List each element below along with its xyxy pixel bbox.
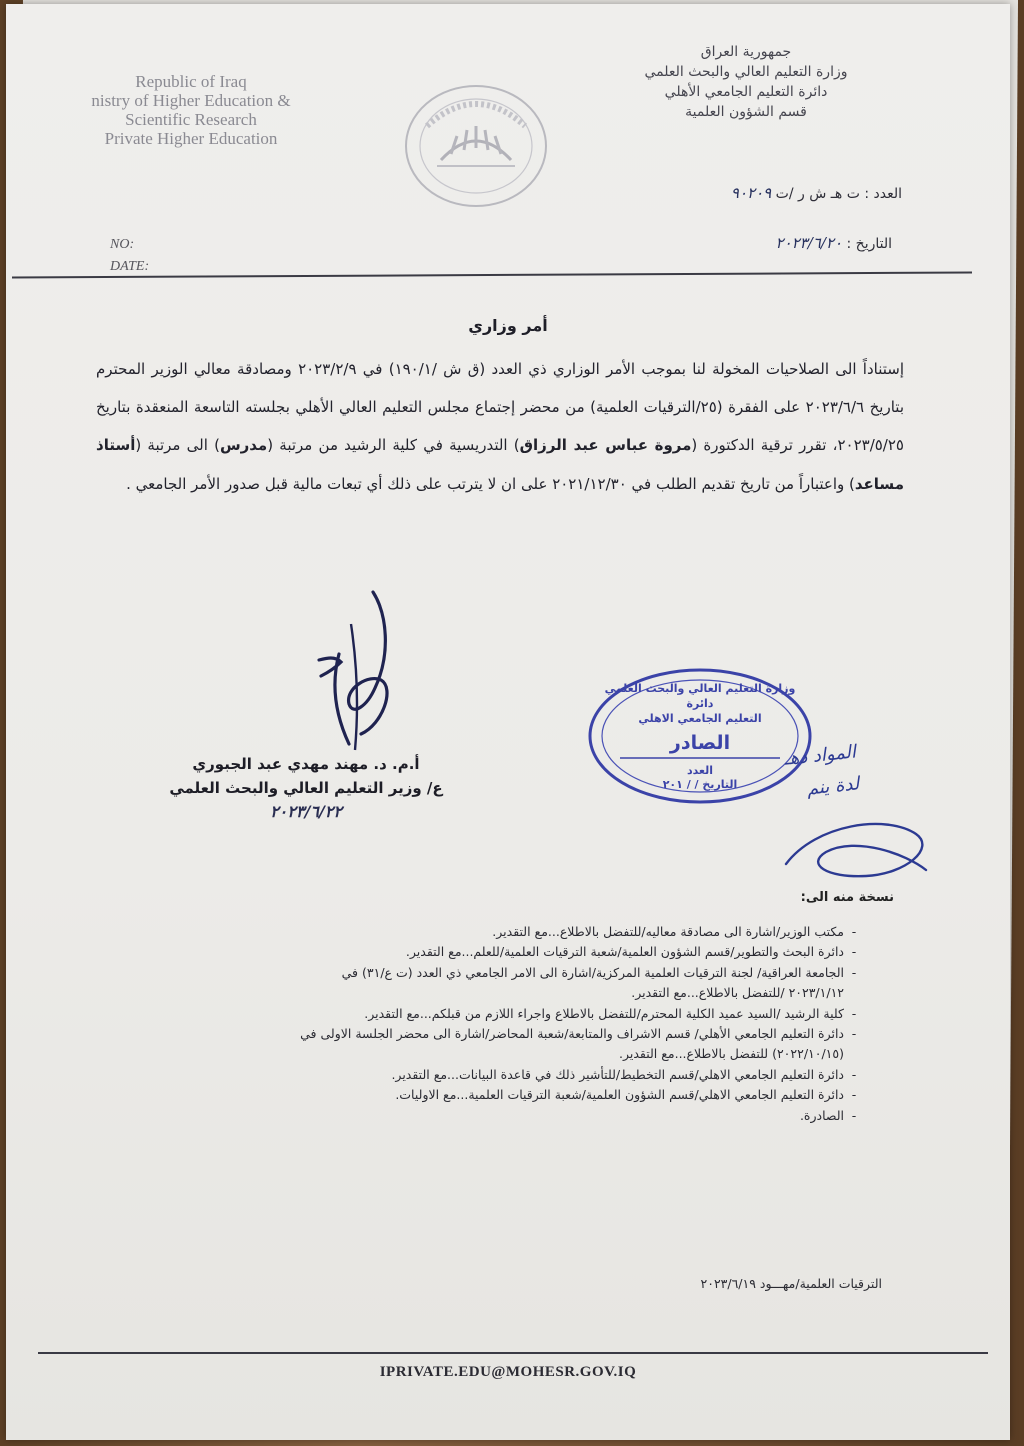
stamp-title: الصادر: [669, 732, 731, 754]
letterhead-ar-line: وزارة التعليم العالي والبحث العلمي: [644, 64, 848, 80]
date-field-label: التاريخ :: [846, 236, 892, 252]
person-name: مروة عباس عبد الرزاق: [519, 436, 692, 455]
body-text: ) واعتباراً من تاريخ تقديم الطلب في ٢٠٢١/١٢/٣٠ على ان لا يترتب على ذلك أي تبعات مالية قبل صدور الأمر الجامعي .: [126, 474, 855, 493]
recipient-text: دائرة التعليم الجامعي الأهلي/ قسم الاشراف والمتابعة/شعبة المحاضر/اشارة الى محضر الجلسة الاولى في: [300, 1026, 844, 1042]
ministry-logo: [401, 82, 551, 210]
date-field-value: ٢٠٢٣/٦/٢٠: [775, 234, 843, 252]
header-divider: [12, 271, 972, 278]
footer-reference: الترقيات العلمية/مهـــود ٢٠٢٣/٦/١٩: [700, 1276, 882, 1291]
list-item: - دائرة البحث والتطوير/قسم الشؤون العلمية/شعبة الترقيات العلمية/للعلم...مع التقدير.: [405, 944, 857, 960]
arabic-letterhead: [586, 42, 906, 122]
recipient-text: دائرة البحث والتطوير/قسم الشؤون العلمية/شعبة الترقيات العلمية/للعلم...مع التقدير.: [405, 944, 844, 960]
document-page: [6, 4, 1010, 1440]
list-item: - الصادرة.: [799, 1107, 857, 1123]
recipient-text-cont: (٢٠٢٢/١٠/١٥) للتفضل بالاطلاع...مع التقدير.: [618, 1046, 844, 1062]
from-rank: مدرس: [219, 436, 268, 455]
handwritten-received-note: [783, 736, 861, 807]
footer-email: IPRIVATE.EDU@MOHESR.GOV.IQ: [379, 1364, 637, 1380]
order-title: أمر وزاري: [468, 316, 548, 335]
to-rank: أستاذ مساعد: [96, 436, 904, 493]
stamp-line: دائرة: [686, 697, 714, 710]
signatory-name: أ.م. د. مهند مهدي عبد الجبوري: [192, 755, 420, 773]
copy-recipients-list: [102, 922, 864, 1126]
reference-number: [731, 184, 902, 202]
list-item: - دائرة التعليم الجامعي الاهلي/قسم التخطيط/للتأشير ذلك في قاعدة البيانات...مع التقدير.: [391, 1066, 857, 1082]
handwritten-signature: [291, 584, 421, 754]
handwritten-initials: [766, 804, 946, 894]
ref-label: العدد : ت هـ ش ر /ت: [775, 186, 902, 202]
ref-value: ٩٠٢٠٩: [730, 184, 772, 202]
letterhead-en-line: Scientific Research: [125, 110, 257, 129]
recipient-text: دائرة التعليم الجامعي الاهلي/قسم التخطيط/للتأشير ذلك في قاعدة البيانات...مع التقدير.: [391, 1066, 844, 1082]
stamp-text: [580, 664, 820, 814]
letterhead-ar-line: قسم الشؤون العلمية: [685, 104, 807, 120]
letterhead-en-line: Republic of Iraq: [135, 72, 247, 91]
letter-date: [776, 234, 892, 252]
english-letterhead: [46, 72, 336, 148]
letterhead-en-line: nistry of Higher Education &: [91, 91, 291, 110]
signatory-title: ع/ وزير التعليم العالي والبحث العلمي: [169, 779, 443, 797]
body-text: إستناداً الى الصلاحيات المخولة لنا بموجب الأمر الوزاري ذي العدد (ق ش /١٩٠/١) في ٢٠٢٣/٢/٩ ومصادقة معالي الوزير المحترم بتاريخ ٢٠٢٣/٦/٦ على الفقرة (٢٥/الترقيات العلمية) من محضر إجتماع مجلس التعليم العالي الأهلي بجلسته التاسعة المنعقدة بتاريخ ٢٠٢٣/٥/٢٥، تقرر ترقية الدكتورة (: [96, 360, 904, 455]
list-item: - دائرة التعليم الجامعي الأهلي/ قسم الاشراف والمتابعة/شعبة المحاضر/اشارة الى محضر الجلسة الاولى في (٢٠٢٢/١٠/١٥) للتفضل بالاطلاع...مع التقدير.: [102, 1024, 864, 1065]
note-line: المواد دهـ: [783, 741, 857, 770]
letterhead-en-line: Private Higher Education: [104, 129, 278, 148]
no-date-labels: [110, 234, 149, 278]
list-item: - مكتب الوزير/اشارة الى مصادقة معاليه/للتفضل بالاطلاع...مع التقدير.: [492, 924, 857, 939]
recipient-text: كلية الرشيد /السيد عميد الكلية المحترم/للتفضل بالاطلاع واجراء اللازم من قبلكم...مع التقدير.: [364, 1005, 844, 1021]
footer-divider: [38, 1352, 988, 1354]
body-text: ) التدريسية في كلية الرشيد من مرتبة (: [267, 436, 520, 455]
signatory-block: [126, 752, 486, 824]
recipient-text: الجامعة العراقية/ لجنة الترقيات العلمية المركزية/اشارة الى الامر الجامعي ذي العدد (ت ع/٣١) في: [341, 964, 844, 980]
stamp-line: التعليم الجامعي الاهلي: [638, 712, 762, 725]
recipient-text-cont: ٢٠٢٣/١/١٢ /للتفضل بالاطلاع...مع التقدير.: [631, 985, 844, 1001]
note-line: لدة ينم: [805, 773, 861, 800]
recipient-text: الصادرة.: [799, 1107, 844, 1123]
list-item: - كلية الرشيد /السيد عميد الكلية المحترم/للتفضل بالاطلاع واجراء اللازم من قبلكم...مع التقدير.: [364, 1005, 857, 1021]
stamp-date-label: التاريخ / / ٢٠١: [662, 778, 738, 791]
letterhead-ar-line: دائرة التعليم الجامعي الأهلي: [664, 84, 828, 100]
no-label: NO:: [110, 237, 135, 252]
order-body: [96, 350, 904, 503]
list-item: - دائرة التعليم الجامعي الاهلي/قسم الشؤون العلمية/شعبة الترقيات العلمية...مع الاوليات.: [395, 1087, 857, 1103]
copy-to-heading: نسخة منه الى:: [800, 890, 894, 905]
letterhead-ar-line: جمهورية العراق: [700, 44, 792, 60]
recipient-text: مكتب الوزير/اشارة الى مصادقة معاليه/للتفضل بالاطلاع...مع التقدير.: [492, 924, 844, 939]
recipient-text: دائرة التعليم الجامعي الاهلي/قسم الشؤون العلمية/شعبة الترقيات العلمية...مع الاوليات.: [395, 1087, 844, 1103]
body-text: ) الى مرتبة (: [135, 436, 220, 455]
list-item: - الجامعة العراقية/ لجنة الترقيات العلمية المركزية/اشارة الى الامر الجامعي ذي العدد (ت ع/٣١) في ٢٠٢٣/١/١٢ /للتفضل بالاطلاع...مع التقدير.: [102, 963, 864, 1004]
stamp-number-label: العدد: [686, 764, 714, 777]
stamp-line: وزارة التعليم العالي والبحث العلمي: [604, 682, 796, 695]
signature-date: ٢٠٢٣/٦/٢٢: [270, 802, 342, 821]
date-label: DATE:: [110, 259, 150, 274]
